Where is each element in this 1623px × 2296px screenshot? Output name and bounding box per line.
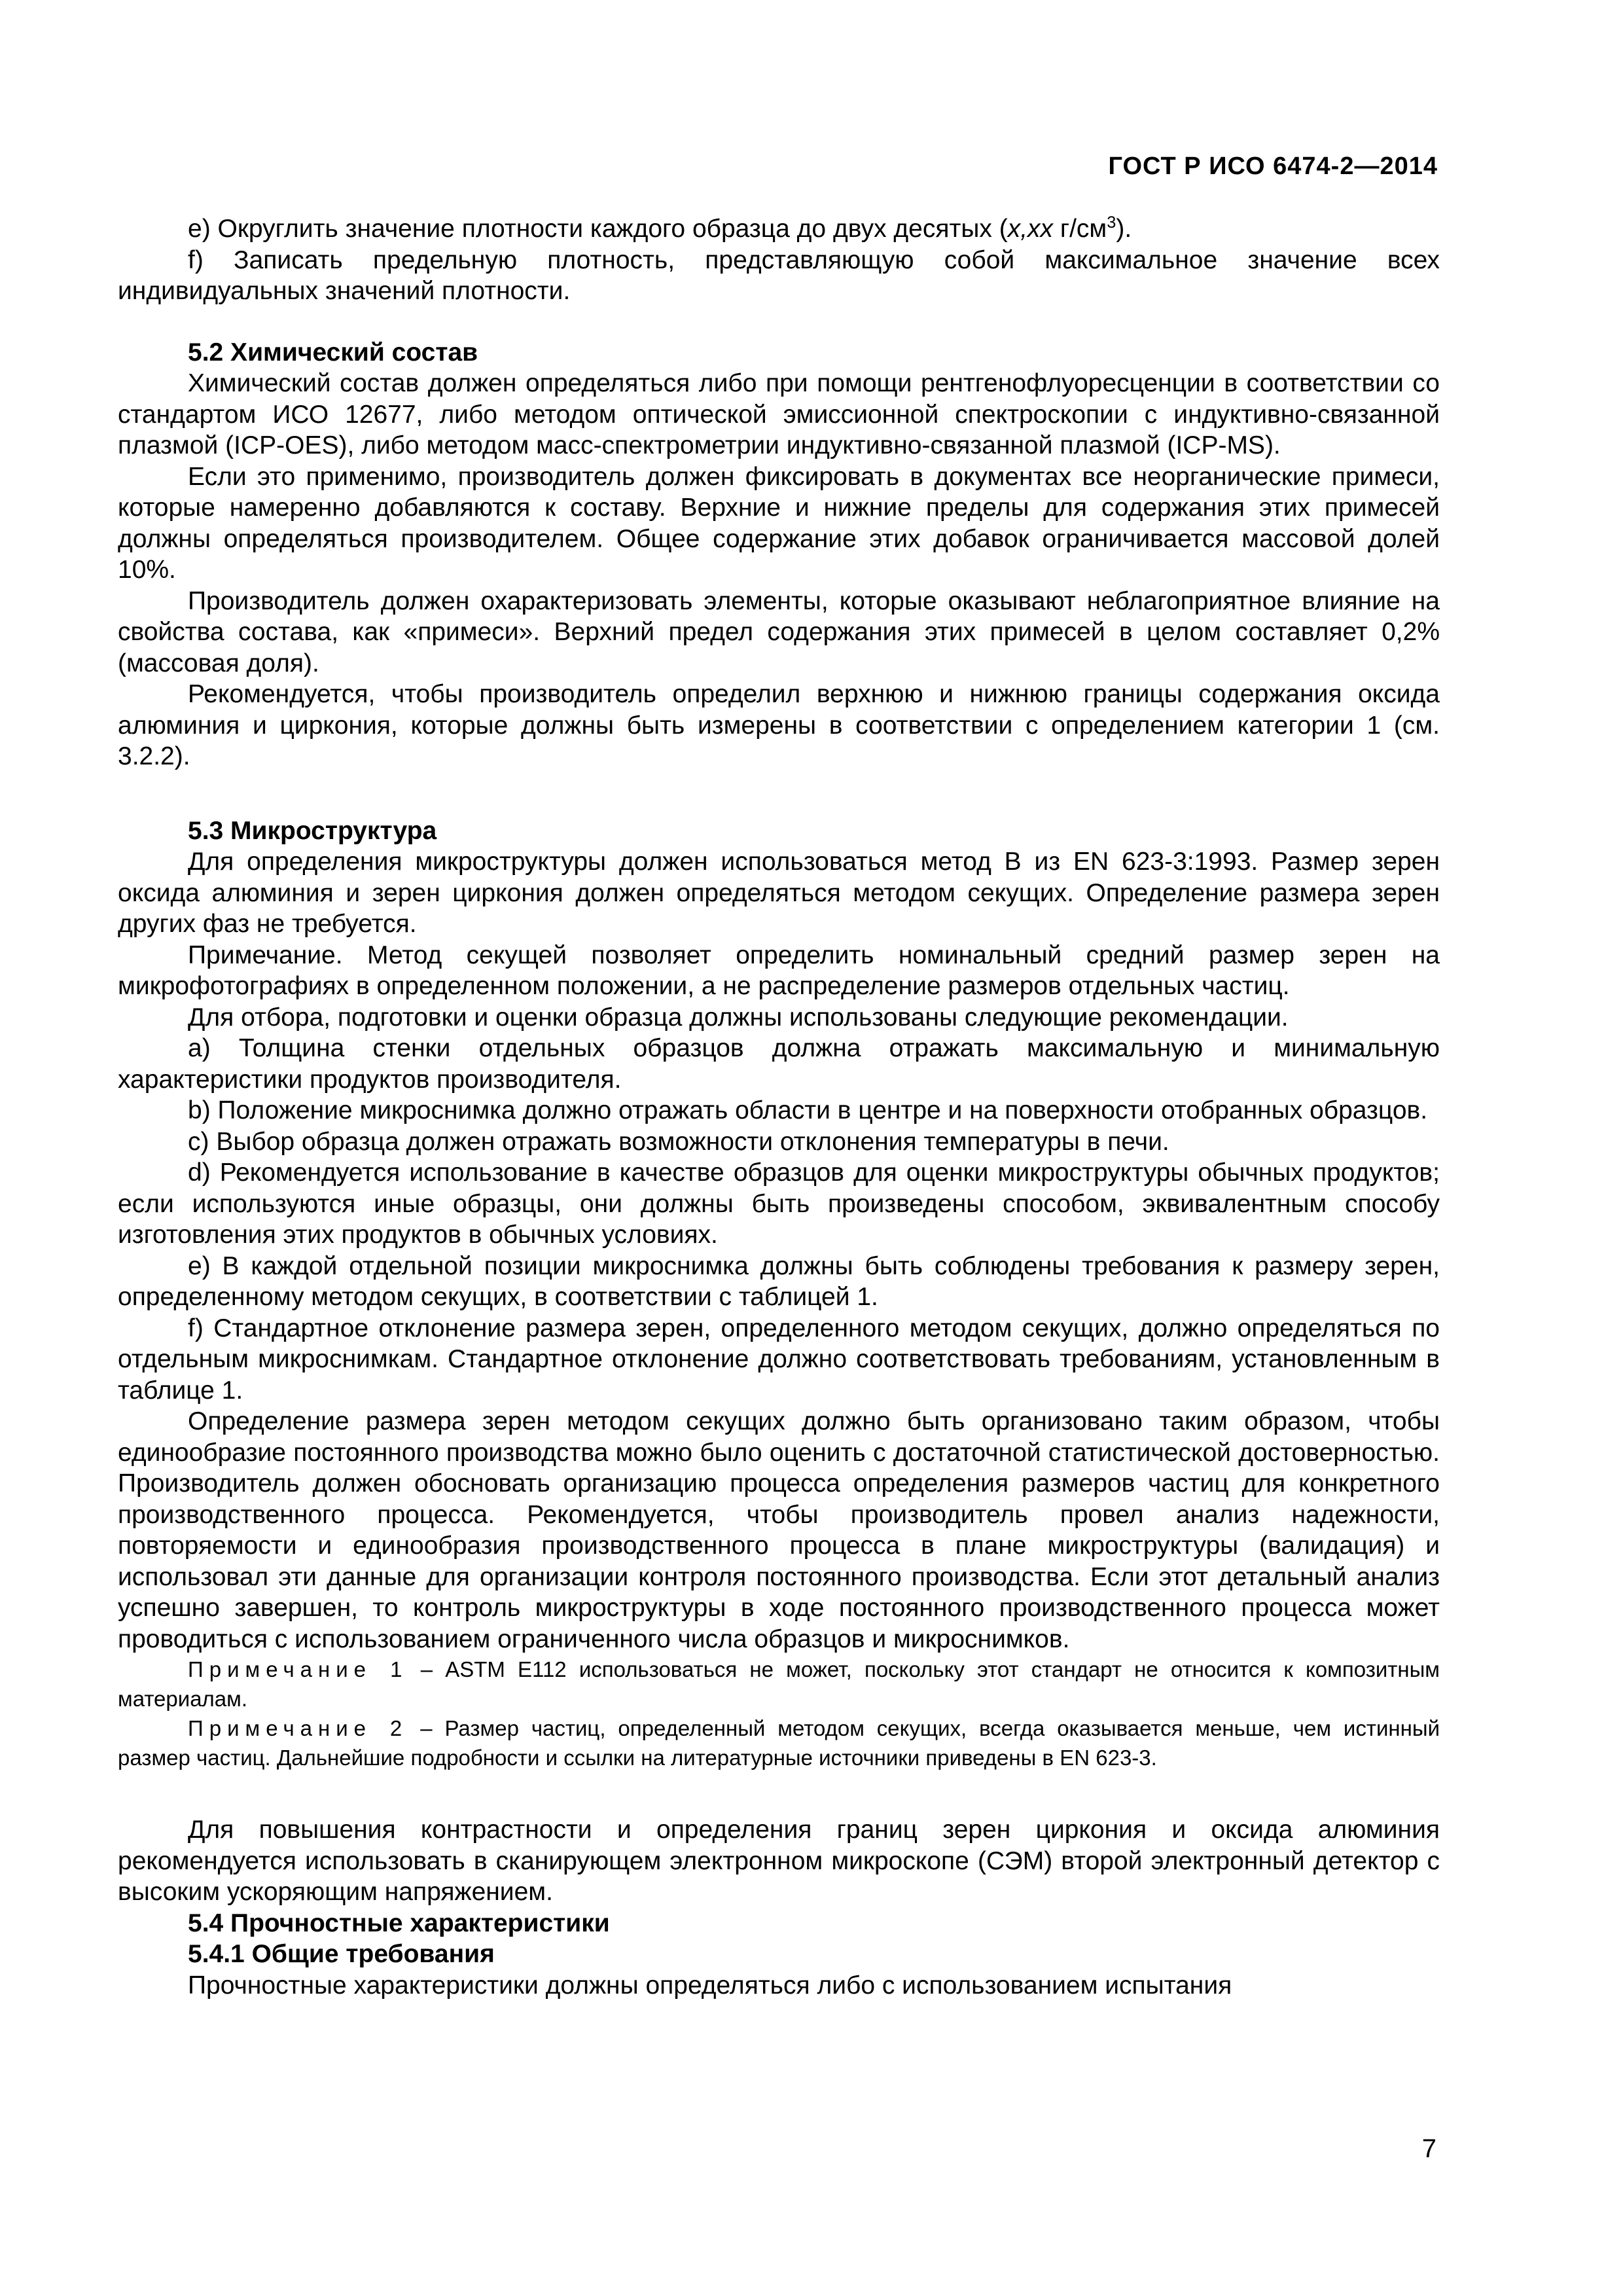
page-body <box>118 213 1440 2001</box>
footnote-2: Примечание 2 – Размер частиц, определенный методом секущих, всегда оказывается меньше, чем истинный размер частиц. Дальнейшие подробности и ссылки на литературные источники приведены в EN 623-3. <box>118 1716 1440 1770</box>
page-number: 7 <box>1421 2134 1436 2163</box>
section-5-3-para-5: Для повышения контрастности и определения границ зерен циркония и оксида алюминия рекомендуется использовать в сканирующем электронном микроскопе (СЭМ) второй электронный детектор с высоким ускоряющим напряжением. <box>118 1816 1440 1906</box>
format-placeholder: х,хх <box>1007 215 1054 243</box>
item-f-density: f) Записать предельную плотность, представляющую собой максимальное значение всех индивидуальных значений плотности. <box>118 245 1440 305</box>
section-5-3-heading: 5.3 Микроструктура <box>188 816 437 845</box>
list-item-a: a) Толщина стенки отдельных образцов должна отражать максимальную и минимальную характеристики продуктов производителя. <box>118 1034 1440 1094</box>
section-5-2-para-1: Химический состав должен определяться либо при помощи рентгенофлуоресценции в соответствии со стандартом ИСО 12677, либо методом оптической эмиссионной спектроскопии с индуктивно-связанной плазмой (ICP-OES), либо методом масс-спектрометрии индуктивно-связанной плазмой (ICP-MS). <box>118 369 1440 459</box>
section-5-3-inline-note: Примечание. Метод секущей позволяет определить номинальный средний размер зерен на микрофотографиях в определенном положении, а не распределение размеров отдельных частиц. <box>118 941 1440 1000</box>
section-5-3-para-1: Для определения микроструктуры должен использоваться метод В из EN 623-3:1993. Размер зерен оксида алюминия и зерен циркония должен определяться методом секущих. Определение размера зерен других фаз не требуется. <box>118 848 1440 938</box>
unit-exponent: 3 <box>1107 213 1116 232</box>
section-5-2-para-4: Рекомендуется, чтобы производитель определил верхнюю и нижнюю границы содержания оксида алюминия и циркония, которые должны быть измерены в соответствии с определением категории 1 (см. 3.2.2). <box>118 680 1440 770</box>
section-5-3-para-4: Определение размера зерен методом секущих должно быть организовано таким образом, чтобы единообразие постоянного производства можно было оценить с достаточной статистической достоверностью. Производитель должен обосновать организацию процесса определения размеров частиц для конкретного производственного процесса. Рекомендуется, чтобы производитель провел анализ надежности, повторяемости и единообразия производственного процесса в плане микроструктуры (валидация) и использовал эти данные для организации контроля постоянного производства. Если этот детальный анализ успешно завершен, то контроль микроструктуры в ходе постоянного производственного процесса может проводиться с использованием ограниченного числа образцов и микроснимков. <box>118 1407 1440 1653</box>
list-item-e: e) В каждой отдельной позиции микроснимка должны быть соблюдены требования к размеру зерен, определенному методом секущих, в соответствии с таблицей 1. <box>118 1251 1440 1311</box>
footnote-1: Примечание 1 – ASTM E112 использоваться не может, поскольку этот стандарт не относится к композитным материалам. <box>118 1657 1440 1711</box>
item-e-density: e) Округлить значение плотности каждого образца до двух десятых (х,хх $г/см^3$). <box>188 213 1132 243</box>
footnote-1-label: Примечание 1 <box>188 1657 408 1681</box>
list-item-d: d) Рекомендуется использование в качестве образцов для оценки микроструктуры обычных продуктов; если используются иные образцы, они должны быть произведены способом, эквивалентным способу изготовления этих продуктов в обычных условиях. <box>118 1158 1440 1249</box>
footnote-2-label: Примечание 2 <box>188 1716 408 1740</box>
document-code-header: ГОСТ Р ИСО 6474-2—2014 <box>1108 152 1438 180</box>
section-5-4-heading: 5.4 Прочностные характеристики <box>188 1909 610 1937</box>
list-item-b: b) Положение микроснимка должно отражать области в центре и на поверхности отобранных образцов. <box>188 1096 1428 1124</box>
list-item-c: c) Выбор образца должен отражать возможности отклонения температуры в печи. <box>188 1127 1169 1156</box>
section-5-4-1-para-1: Прочностные характеристики должны определяться либо с использованием испытания <box>188 1971 1232 2000</box>
section-5-2-para-2: Если это применимо, производитель должен фиксировать в документах все неорганические примеси, которые намеренно добавляются к составу. Верхние и нижние пределы для содержания этих примесей должны определяться производителем. Общее содержание этих добавок ограничивается массовой долей 10%. <box>118 462 1440 584</box>
section-5-3-para-3: Для отбора, подготовки и оценки образца должны использованы следующие рекомендации. <box>188 1003 1289 1031</box>
list-item-f: f) Стандартное отклонение размера зерен, определенного методом секущих, должно определяться по отдельным микроснимкам. Стандартное отклонение должно соответствовать требованиям, установленным в таблице 1. <box>118 1314 1440 1405</box>
section-5-4-1-heading: 5.4.1 Общие требования <box>188 1940 495 1968</box>
section-5-2-para-3: Производитель должен охарактеризовать элементы, которые оказывают неблагоприятное влияние на свойства состава, как «примеси». Верхний предел содержания этих примесей в целом составляет 0,2% (массовая доля). <box>118 586 1440 677</box>
section-5-2-heading: 5.2 Химический состав <box>188 338 478 367</box>
